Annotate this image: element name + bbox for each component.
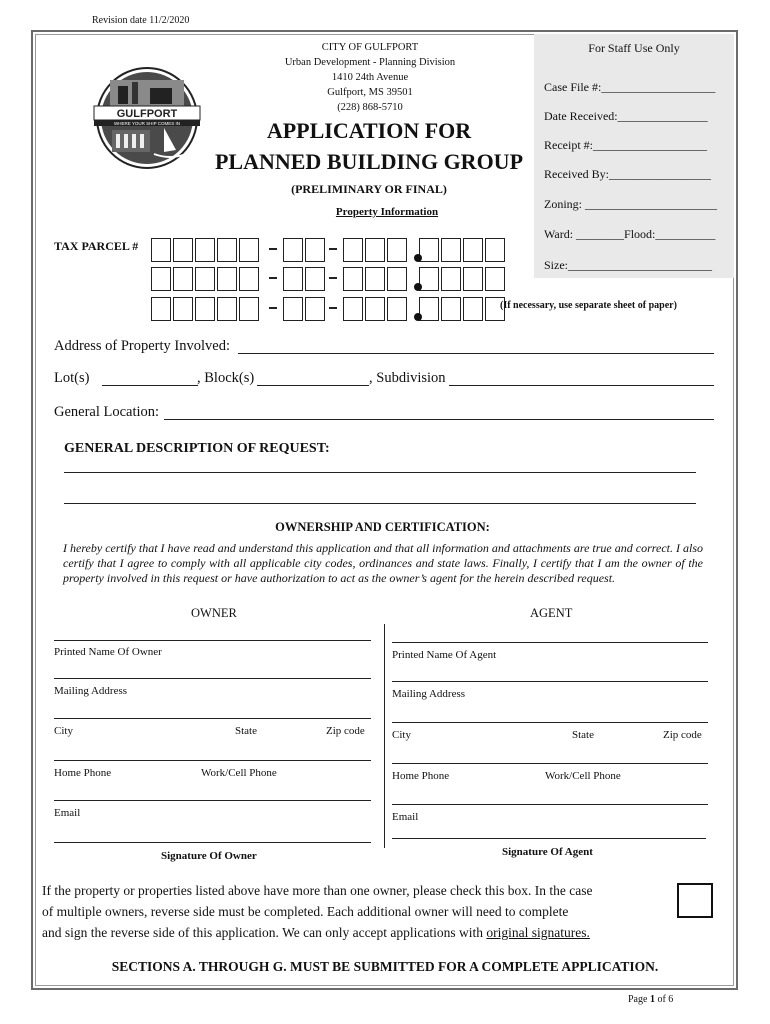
parcel-digit-box[interactable] <box>239 238 259 262</box>
parcel-digit-box[interactable] <box>419 297 439 321</box>
owner-name-line[interactable] <box>54 640 371 641</box>
parcel-digit-box[interactable] <box>463 297 483 321</box>
parcel-digit-box[interactable] <box>283 267 303 291</box>
city-state-zip: Gulfport, MS 39501 <box>327 87 413 98</box>
parcel-digit-box[interactable] <box>387 297 407 321</box>
agent-state-label: State <box>572 729 594 741</box>
original-signatures-text: original signatures. <box>486 925 590 940</box>
parcel-dot <box>414 283 422 291</box>
parcel-digit-box[interactable] <box>343 297 363 321</box>
owner-printed-name-label: Printed Name Of Owner <box>54 646 162 658</box>
revision-date: Revision date 11/2/2020 <box>92 15 190 26</box>
agent-phone-line[interactable] <box>392 763 708 764</box>
agent-zip-label: Zip code <box>663 729 702 741</box>
date-received-field: Date Received:_______________ <box>544 109 708 123</box>
parcel-digit-box[interactable] <box>283 238 303 262</box>
form-title-line2: PLANNED BUILDING GROUP <box>214 149 524 174</box>
parcel-dash <box>329 248 337 250</box>
parcel-digit-box[interactable] <box>217 297 237 321</box>
logo-tagline: WHERE YOUR SHIP COMES IN <box>113 121 181 126</box>
parcel-digit-box[interactable] <box>305 297 325 321</box>
sections-note: SECTIONS A. THROUGH G. MUST BE SUBMITTED FOR A COMPLETE APPLICATION. <box>111 959 659 974</box>
ownership-heading: OWNERSHIP AND CERTIFICATION: <box>275 520 490 534</box>
parcel-digit-box[interactable] <box>441 238 461 262</box>
parcel-digit-box[interactable] <box>173 238 193 262</box>
parcel-digit-box[interactable] <box>217 238 237 262</box>
owner-home-phone-label: Home Phone <box>54 767 112 779</box>
owner-city-line[interactable] <box>54 718 371 719</box>
parcel-digit-box[interactable] <box>151 238 171 262</box>
lot-label: Lot(s) <box>54 370 90 386</box>
parcel-digit-box[interactable] <box>463 238 483 262</box>
parcel-digit-box[interactable] <box>239 267 259 291</box>
received-by-field: Received By:_________________ <box>544 167 711 181</box>
page-indicator <box>628 994 673 1005</box>
parcel-digit-box[interactable] <box>463 267 483 291</box>
address-input-line[interactable] <box>238 353 714 354</box>
block-input-line[interactable] <box>257 385 369 386</box>
owner-mailing-address-label: Mailing Address <box>54 685 128 697</box>
receipt-field: Receipt #:___________________ <box>544 138 707 152</box>
column-divider <box>384 624 385 848</box>
multiple-owners-line3-text: and sign the reverse side of this application. We can only accept applications with <box>42 925 487 940</box>
parcel-digit-box[interactable] <box>441 267 461 291</box>
agent-printed-name-label: Printed Name Of Agent <box>392 649 497 661</box>
parcel-digit-box[interactable] <box>151 267 171 291</box>
certification-text: I hereby certify that I have read and understand this application and that all information and attachments are true and correct. I also certify that I agree to comply with all applicable city codes, ordinances and state laws. Finally, I certify that I am the owner of the property involved in this request or have authorization to act as the owner’s agent for the herein described request. <box>63 541 703 585</box>
parcel-dash <box>329 277 337 279</box>
parcel-digit-box[interactable] <box>217 267 237 291</box>
city-header <box>270 40 470 115</box>
agent-city-line[interactable] <box>392 722 708 723</box>
owner-email-label: Email <box>54 807 81 819</box>
owner-signature-label: Signature Of Owner <box>161 850 257 862</box>
parcel-digit-box[interactable] <box>173 297 193 321</box>
agent-heading: AGENT <box>530 606 573 620</box>
lot-input-line[interactable] <box>102 385 198 386</box>
property-info-heading: Property Information <box>335 206 439 218</box>
form-subtitle: (PRELIMINARY OR FINAL) <box>291 182 447 196</box>
parcel-dash <box>269 248 277 250</box>
owner-work-phone-label: Work/Cell Phone <box>201 767 277 779</box>
address-label: Address of Property Involved: <box>54 338 230 354</box>
multiple-owners-line3 <box>42 922 672 943</box>
parcel-digit-box[interactable] <box>419 267 439 291</box>
division-name: Urban Development - Planning Division <box>284 57 456 68</box>
parcel-digit-box[interactable] <box>151 297 171 321</box>
parcel-digit-box[interactable] <box>195 238 215 262</box>
street-address: 1410 24th Avenue <box>331 72 409 83</box>
agent-email-line[interactable] <box>392 804 708 805</box>
parcel-digit-box[interactable] <box>419 238 439 262</box>
staff-use-panel <box>534 34 734 278</box>
agent-mailing-address-label: Mailing Address <box>392 688 466 700</box>
general-description-heading: GENERAL DESCRIPTION OF REQUEST: <box>64 441 330 456</box>
general-location-label: General Location: <box>54 404 160 420</box>
owner-heading: OWNER <box>191 606 237 620</box>
owner-email-line[interactable] <box>54 800 371 801</box>
parcel-digit-box[interactable] <box>365 238 385 262</box>
multiple-owners-checkbox[interactable] <box>677 883 713 918</box>
description-line-2[interactable] <box>64 503 696 504</box>
page-of: of 6 <box>657 994 674 1005</box>
parcel-digit-box[interactable] <box>173 267 193 291</box>
owner-address-line[interactable] <box>54 678 371 679</box>
parcel-dash <box>269 277 277 279</box>
agent-signature-line[interactable] <box>392 838 706 839</box>
parcel-dot <box>414 313 422 321</box>
staff-title: For Staff Use Only <box>588 41 680 55</box>
agent-name-line[interactable] <box>392 642 708 643</box>
parcel-digit-box[interactable] <box>283 297 303 321</box>
multiple-owners-line2: of multiple owners, reverse side must be completed. Each additional owner will need to complete <box>42 904 569 919</box>
ward-flood-field: Ward: ________Flood:__________ <box>544 227 716 241</box>
agent-home-phone-label: Home Phone <box>392 770 450 782</box>
parcel-digit-box[interactable] <box>441 297 461 321</box>
agent-address-line[interactable] <box>392 681 708 682</box>
agent-city-label: City <box>392 729 411 741</box>
agent-work-phone-label: Work/Cell Phone <box>545 770 621 782</box>
subdivision-input-line[interactable] <box>449 385 714 386</box>
parcel-digit-box[interactable] <box>485 267 505 291</box>
parcel-digit-box[interactable] <box>305 238 325 262</box>
page-label: Page <box>628 994 648 1005</box>
tax-parcel-label: TAX PARCEL # <box>54 239 139 253</box>
phone-number: (228) 868-5710 <box>337 102 403 113</box>
parcel-digit-box[interactable] <box>305 267 325 291</box>
multiple-owners-line1: If the property or properties listed above have more than one owner, please check this box. In the case <box>42 883 593 898</box>
owner-phone-line[interactable] <box>54 760 371 761</box>
parcel-digit-box[interactable] <box>239 297 259 321</box>
separate-sheet-note: (If necessary, use separate sheet of paper) <box>500 300 677 311</box>
case-file-field: Case File #:___________________ <box>544 80 716 94</box>
agent-email-label: Email <box>392 811 419 823</box>
page-number: 1 <box>649 994 655 1005</box>
form-title-line1: APPLICATION FOR <box>266 118 472 143</box>
size-field: Size:________________________ <box>544 258 712 272</box>
multiple-owners-paragraph <box>42 880 672 943</box>
owner-signature-line[interactable] <box>54 842 371 843</box>
subdivision-label: , Subdivision <box>369 370 446 386</box>
logo-name: GULFPORT <box>116 108 178 120</box>
parcel-digit-box[interactable] <box>387 267 407 291</box>
parcel-digit-box[interactable] <box>365 297 385 321</box>
parcel-dash <box>329 307 337 309</box>
parcel-dot <box>414 254 422 262</box>
parcel-digit-box[interactable] <box>485 238 505 262</box>
gulfport-logo <box>90 66 204 175</box>
parcel-digit-box[interactable] <box>387 238 407 262</box>
parcel-digit-box[interactable] <box>365 267 385 291</box>
description-line-1[interactable] <box>64 472 696 473</box>
agent-signature-label: Signature Of Agent <box>502 846 593 858</box>
parcel-digit-box[interactable] <box>343 267 363 291</box>
general-location-input-line[interactable] <box>164 419 714 420</box>
owner-city-label: City <box>54 725 73 737</box>
city-name: CITY OF GULFPORT <box>321 42 419 53</box>
parcel-dash <box>269 307 277 309</box>
owner-zip-label: Zip code <box>326 725 365 737</box>
owner-state-label: State <box>235 725 257 737</box>
parcel-digit-box[interactable] <box>343 238 363 262</box>
parcel-digit-box[interactable] <box>195 267 215 291</box>
zoning-field: Zoning: ______________________ <box>544 197 717 211</box>
block-label: , Block(s) <box>197 370 255 386</box>
parcel-digit-box[interactable] <box>195 297 215 321</box>
